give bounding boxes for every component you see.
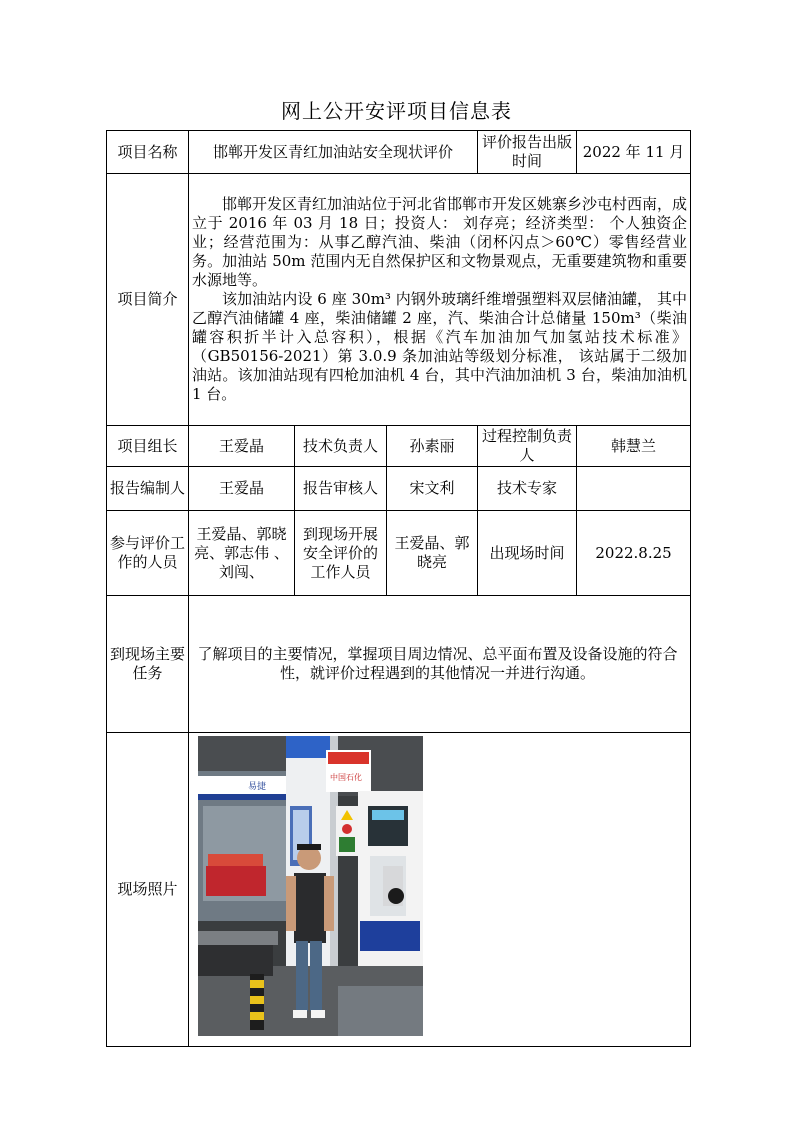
row-team-1 [107,426,691,467]
expert-value [577,467,691,511]
intro-label: 项目简介 [107,174,189,426]
row-task [107,596,691,733]
onsite-time-value: 2022.8.25 [577,511,691,596]
author-value: 王爱晶 [189,467,295,511]
intro-cell [189,174,691,426]
expert-label: 技术专家 [478,467,577,511]
leader-value: 王爱晶 [189,426,295,467]
onsite-label: 到现场开展安全评价的工作人员 [295,511,387,596]
intro-paragraph-1: 邯郸开发区青红加油站位于河北省邯郸市开发区姚寨乡沙屯村西南，成立于 2016 年 03 月 18 日；投资人： 刘存亮；经济类型： 个人独资企业；经营范围为：从事乙醇汽油、柴油（闭杯闪点＞60℃）零售经营业务。加油站 50m 范围内无自然保护区和文物景观点，无重要建筑物和重要水源地等。 [192,195,688,289]
report-date-value: 2022 年 11 月 [577,131,691,174]
process-label: 过程控制负责人 [478,426,577,467]
reviewer-value: 宋文利 [387,467,478,511]
participants-value: 王爱晶、郭晓亮、郭志伟 、刘闯、 [189,511,295,596]
report-date-label: 评价报告出版时间 [478,131,577,174]
task-label: 到现场主要任务 [107,596,189,733]
project-name-value: 邯郸开发区青红加油站安全现状评价 [189,131,478,174]
row-intro [107,174,691,426]
leader-label: 项目组长 [107,426,189,467]
task-value: 了解项目的主要情况，掌握项目周边情况、总平面布置及设备设施的符合性，就评价过程遇到的其他情况一并进行沟通。 [189,596,691,733]
price-sign-text: 中国石化 [330,773,362,782]
store-sign-text: 易捷 [248,782,267,792]
onsite-value: 王爱晶、郭晓亮 [387,511,478,596]
site-photo [198,736,423,1036]
row-project-name [107,131,691,174]
page-title: 网上公开安评项目信息表 [281,99,512,123]
row-participants [107,511,691,596]
reviewer-label: 报告审核人 [295,467,387,511]
row-team-2 [107,467,691,511]
tech-lead-label: 技术负责人 [295,426,387,467]
intro-paragraph-2: 该加油站内设 6 座 30m³ 内钢外玻璃纤维增强塑料双层储油罐， 其中乙醇汽油储罐 4 座，柴油储罐 2 座，汽、柴油合计总储量 150m³（柴油罐容积折半计入总容积），根据《汽车加油加气加氢站技术标准》（GB50156-2021）第 3.0.9 条加油站等级划分标准， 该站属于二级加油站。该加油站现有四枪加油机 4 台，其中汽油加油机 3 台，柴油加油机 1 台。 [192,290,688,403]
onsite-time-label: 出现场时间 [478,511,577,596]
process-value: 韩慧兰 [577,426,691,467]
project-name-label: 项目名称 [107,131,189,174]
author-label: 报告编制人 [107,467,189,511]
participants-label: 参与评价工作的人员 [107,511,189,596]
photo-label: 现场照片 [107,733,189,1047]
tech-lead-value: 孙素丽 [387,426,478,467]
